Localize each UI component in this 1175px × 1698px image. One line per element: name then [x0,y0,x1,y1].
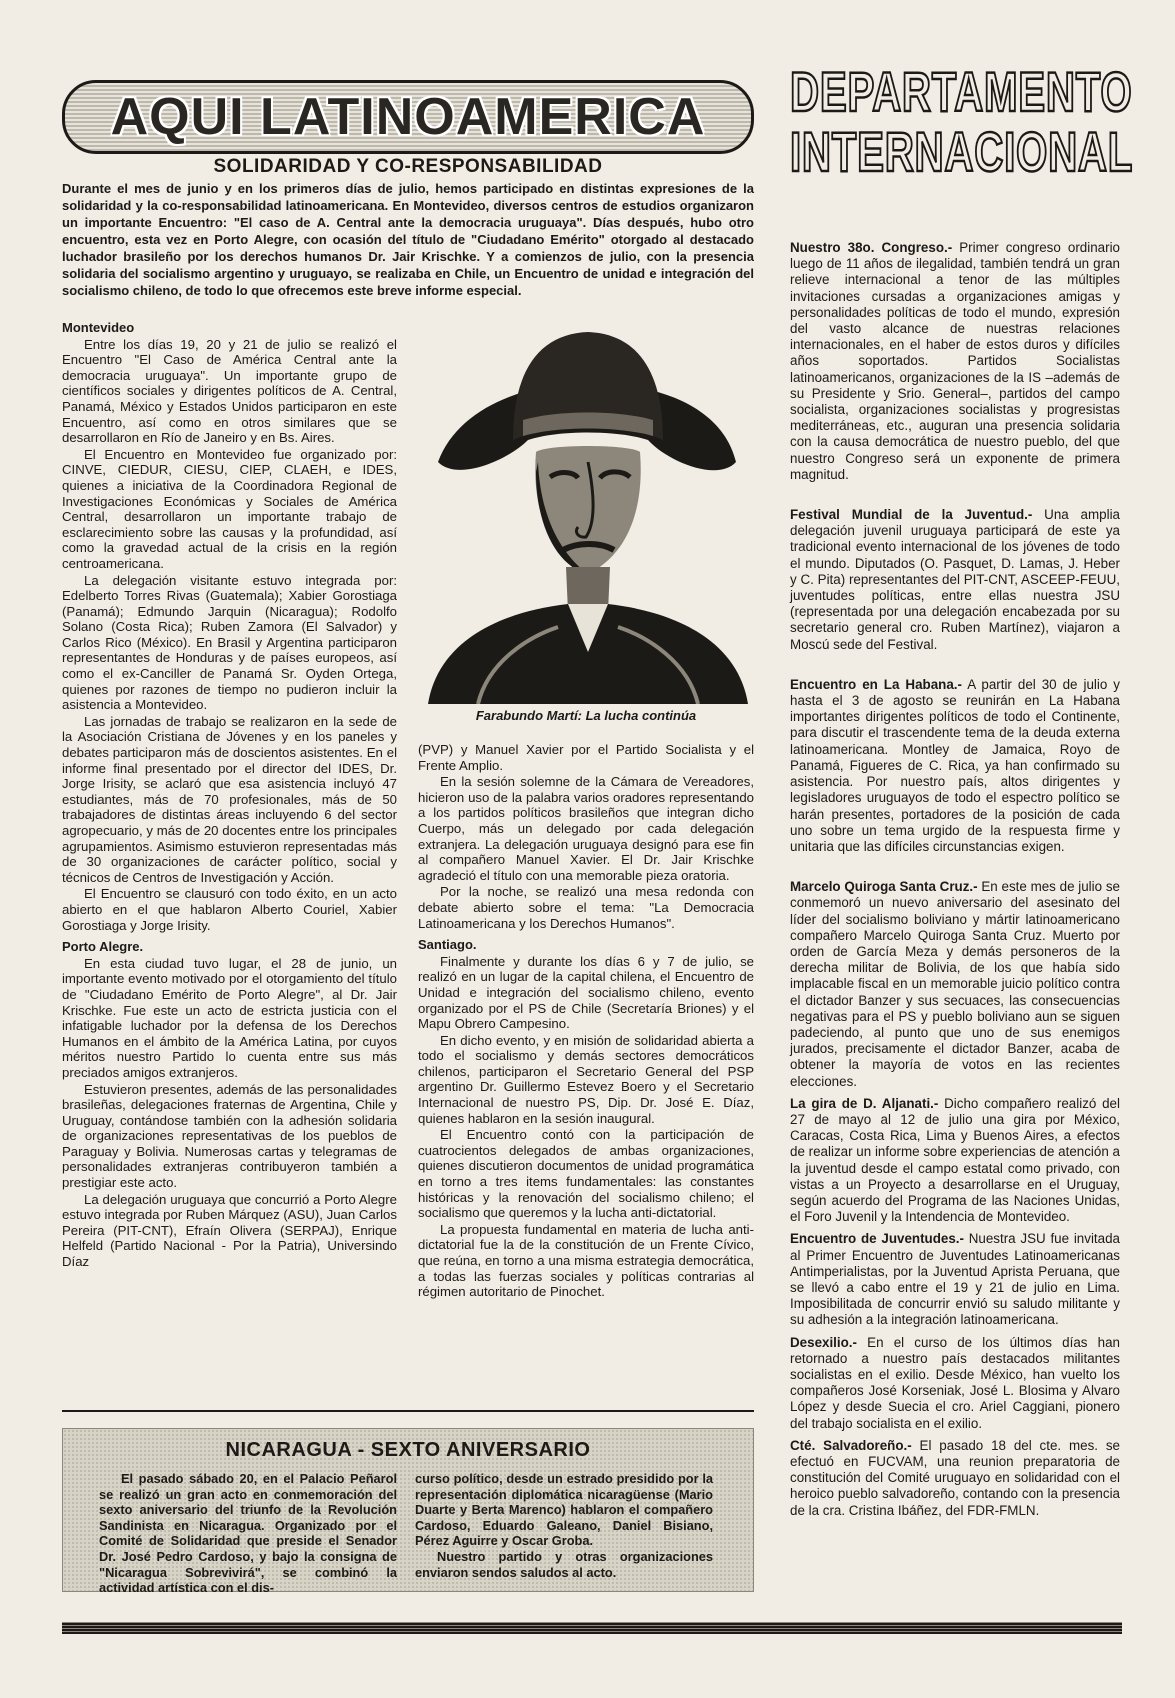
news-item-text: A partir del 30 de julio y hasta el 3 de agosto se reunirán en La Habana importantes dirigentes políticos de todo el Continente, para discutir el trascendente tema de la deuda externa latinoamericana. Montley de Jamaica, Royo de Panamá, Figueres de C. Rica, ya han confirmado su asistencia. Por nuestro país, altos dirigentes y legisladores uruguayos de todo el espectro político se harán presentes, portadores de la posición de cada uno sobre un tema urgido de la respuesta firme y unitaria que las difíciles circunstancias exigen. [790,676,1120,854]
article-paragraph: En dicho evento, y en misión de solidaridad abierta a todo el socialismo y demás sectores democráticos chilenos, participaron el Secretario General del PSP argentino Dr. Guillermo Estevez Boero y el Secretario Internacional de nuestro PS, Dip. Dr. José E. Díaz, quienes hablaron en la sesión inaugural. [418,1032,754,1126]
news-item-text: En el curso de los últimos días han retornado a nuestro país destacados militantes socialistas en el exilio. Desde México, han vuelto los compañeros José Korseniak, José L. Blosima y Alvaro López y desde Suecia el cro. Ariel Caggiani, pionero del trabajo socialista en el exilio. [790,1334,1120,1431]
dept-line-1: DEPARTAMENTO [790,60,1133,123]
intro-paragraph: Durante el mes de junio y en los primeros días de julio, hemos participado en distintas expresiones de la solidaridad y la co-responsabilidad latinoamericana. En Montevideo, diversos centros de estudios organizaron un importante Encuentro: "El caso de A. Central ante la democracia uruguaya". Días después, hubo otro encuentro, esta vez en Porto Alegre, con ocasión del título de "Ciudadano Emérito" otorgado al destacado luchador brasileño por los derechos humanos Dr. Jair Krischke. Y a comienzos de julio, con la presencia solidaria del socialismo argentino y uruguayo, se realizaba en Chile, un Encuentro de unidad e integración del socialismo chileno, de todo lo que ofrecemos este breve informe especial. [62,181,754,298]
article-paragraph: En la sesión solemne de la Cámara de Vereadores, hicieron uso de la palabra varios oradores representando a los partidos políticos brasileños que integran dicho Cuerpo, más un delegado por cada delegación extranjera. La delegación uruguaya designó para ese fin al compañero Manuel Xavier. El Dr. Jair Krischke agradeció el título con una memorable pieza oratoria. [418,774,754,883]
news-item [790,1096,1120,1226]
nicaragua-title: NICARAGUA - SEXTO ANIVERSARIO [225,1439,591,1461]
box-top-rule [62,1410,754,1412]
news-item-title: Cté. Salvadoreño.- [790,1437,912,1453]
nicaragua-box [62,1428,754,1596]
news-item-text: Una amplia delegación juvenil uruguaya participará de este ya tradicional evento internacional de los jóvenes de todo el mundo. Diputados (O. Pasquet, D. Lamas, J. Heber y C. Pita) representantes del PIT-CNT, ASCEEP-FEUU, juventudes políticas, entre ellas nuestra JSU (representada por una delegación encabezada por su secretario general cro. Ruben Martínez), viajaron a Moscú sede del Festival. [790,507,1121,652]
news-item-title: La gira de D. Aljanati.- [790,1095,939,1111]
news-item-title: Encuentro en La Habana.- [790,676,962,692]
news-item [790,507,1120,653]
article-paragraph: El Encuentro en Montevideo fue organizado por: CINVE, CIEDUR, CIESU, CIEP, CLAEH, e IDES, quienes a iniciativa de la Coordinadora Regional de Investigaciones Económicas y Sociales de América Central, desarrollaron un importante trabajo de esclarecimiento sobre las causas y la profundidad, así como la gravedad actual de la crisis en la región centroamericana. [62,446,397,571]
article-paragraph: En esta ciudad tuvo lugar, el 28 de junio, un importante evento motivado por el otorgamiento del título de "Ciudadano Emérito de Porto Alegre", al Dr. Jair Krischke. Fue este un acto de estricta justicia con el infatigable luchador por la defensa de los Derechos Humanos en el ámbito de la América Latina, por cuyos méritos nuestro Partido lo cuenta entre sus más preciados amigos extranjeros. [62,955,397,1080]
article-paragraph: El Encuentro se clausuró con todo éxito, en un acto abierto en el que hablaron Alberto Couriel, Xabier Gorostiaga y Jorge Irisity. [62,886,397,933]
column-left [62,314,397,1271]
departamento-internacional-masthead [790,60,1134,186]
column-right-departamento [790,240,1120,1525]
article-paragraph: Entre los días 19, 20 y 21 de julio se realizó el Encuentro "El Caso de América Central ante la democracia uruguaya". Un importante grupo de científicos sociales y dirigentes políticos de A. Central, Panamá, México y Estados Unidos participaron en este Encuentro, así como en otros similares que se desarrollaron en Río de Janeiro y en Bs. Aires. [62,336,397,446]
article-paragraph: Finalmente y durante los días 6 y 7 de julio, se realizó en un lugar de la capital chilena, el Encuentro de Unidad e integración del socialismo chileno, evento organizado por el PS de Chile (Secretaría Briones) y el Mapu Obrero Campesino. [418,953,754,1032]
news-item-title: Encuentro de Juventudes.- [790,1231,964,1247]
news-item [790,1335,1120,1432]
montevideo-heading: Montevideo [62,320,135,335]
section-heading: SOLIDARIDAD Y CO-RESPONSABILIDAD [213,156,603,177]
article-paragraph: Las jornadas de trabajo se realizaron en la sede de la Asociación Cristiana de Jóvenes y en los paneles y debates participaron más de doscientos asistentes. En el informe final presentado por el director del IDES, Dr. Jorge Irisity, se aclaró que esa asistencia incluyó 47 estudiantes, más de 70 profesionales, más de 50 trabajadores de distintas áreas incluyendo 6 del sector agropecuario, y más de 20 docentes entre los principales agrupamientos. Asimismo estuvieron representadas más de 30 organizaciones de carácter político, social y técnicos de Centros de Investigación y Acción. [62,713,397,885]
article-paragraph: (PVP) y Manuel Xavier por el Partido Socialista y el Frente Amplio. [418,742,754,773]
farabundo-marti-portrait [418,312,754,704]
news-item-text: Dicho compañero realizó del 27 de mayo al 12 de julio una gira por México, Caracas, Costa Rica, Lima y Buenos Aires, a efectos de realizar un informe sobre experiencias de atención a la juventud desde el campo estatal como privado, con vistas a un Proyecto a desarrollarse en el Uruguay, según acuerdo del Programa de las Naciones Unidas, el Foro Juvenil y la Intendencia de Montevideo. [790,1095,1120,1225]
dept-line-2: INTERNACIONAL [790,120,1134,183]
article-paragraph: El Encuentro contó con la participación de cuatrocientos delegados de ambas organizaciones, quienes discutieron documentos de unidad programática en torno a tres items fundamentales: las constantes históricas y la renovación del socialismo chileno; el socialismo que queremos y la lucha anti-dictatorial. [418,1127,754,1221]
article-paragraph: La delegación uruguaya que concurrió a Porto Alegre estuvo integrada por Ruben Márquez (ASU), Juan Carlos Pereira (PIT-CNT), Efraín Olivera (SERPAJ), Enrique Helfeld (Partido Nacional - Por la Patria), Universindo Díaz [62,1191,397,1270]
news-item-title: Desexilio.- [790,1334,857,1350]
news-item [790,879,1120,1090]
nicaragua-paragraph: El pasado sábado 20, en el Palacio Peñarol se realizó un gran acto en conmemoración del sexto aniversario del triunfo de la Revolución Sandinista en Nicaragua. Organizado por el Comité de Solidaridad que preside el Senador Dr. José Pedro Cardoso, y bajo la consigna de "Nicaragua Sobrevivirá", se combinó la actividad artística con el dis- [99,1471,397,1596]
nicaragua-column-right [415,1471,713,1580]
porto-alegre-heading: Porto Alegre. [62,939,144,955]
news-item-text: Nuestra JSU fue invitada al Primer Encuentro de Juventudes Latinoamericanas Antimperialistas, por la Juventud Aprista Peruana, que se llevó a cabo entre el 19 y 21 de julio en Lima. Imposibilitada de concurrir envió su saludo militante y su adhesión a la integración latinoamericana. [790,1231,1120,1328]
article-paragraph: Por la noche, se realizó una mesa redonda con debate abierto sobre el tema: "La Democracia Latinoamericana y los Derechos Humanos". [418,884,754,931]
santiago-heading: Santiago. [418,937,477,953]
news-item [790,1438,1120,1519]
nicaragua-paragraph: Nuestro partido y otras organizaciones enviaron sendos saludos al acto. [415,1548,713,1580]
news-item-title: Marcelo Quiroga Santa Cruz.- [790,879,978,895]
nicaragua-column-left [99,1471,397,1596]
portrait-illustration [418,312,754,704]
news-item-title: Festival Mundial de la Juventud.- [790,507,1033,523]
news-item-title: Nuestro 38o. Congreso.- [790,240,953,255]
news-item-text: En este mes de julio se conmemoró un nuevo aniversario del asesinato del líder del socialismo boliviano y mártir latinoamericano compañero Marcelo Quiroga Santa Cruz. Muerto por orden de García Meza y demás personeros de la derecha militar de Bolivia, de los que había sido implacable fiscal en un memorable juicio político contra el dictador Banzer y sus secuaces, las consecuencias negativas para el PS y pueblo boliviano aun se siguen padeciendo, al punto que uno de sus enemigos jurados, precisamente el dictador Banzer, acaba de obtener la mayoría de votos en las recientes elecciones. [790,879,1120,1089]
news-item-text: Primer congreso ordinario luego de 11 años de ilegalidad, también tendrá un gran relieve internacional a tenor de las múltiples invitaciones cursadas a organizaciones amigas y personalidades políticas de todo el mundo, expresión del vasto alcance de nuestras relaciones internacionales, en el haber de estos duros y difíciles años soportados. Partidos Socialistas latinoamericanos, organizaciones de la IS –además de su Presidente y Srio. General–, partidos del campo socialista, organizaciones socialistas y progresistas mediterráneas, etc., auguran una presencia solidaria con la causa democrática de nuestro pueblo, del que nuestro Congreso será un exponente de primera magnitud. [790,240,1120,482]
column-middle [418,742,754,1301]
aqui-latinoamerica-banner [62,80,754,154]
banner-title: AQUI LATINOAMERICA [110,88,706,146]
news-item [790,1231,1120,1328]
news-item [790,240,1120,483]
news-item-text: El pasado 18 del cte. mes. se efectuó en FUCVAM, una reunion preparatoria de constitución del Comité uruguayo en solidaridad con el heroico pueblo salvadoreño, contando con la presencia de la cra. Cristina Ibáñez, del FDR-FMLN. [790,1437,1120,1518]
news-item [790,677,1120,855]
article-paragraph: La propuesta fundamental en materia de lucha anti-dictatorial fue la de la constitución de un Frente Cívico, que reúna, en torno a una misma estrategia democrática, a todas las fuerzas sociales y políticas contrarias al régimen autoritario de Pinochet. [418,1221,754,1300]
article-paragraph: Estuvieron presentes, además de las personalidades brasileñas, delegaciones fraternas de Argentina, Chile y Uruguay, contándose también con la adhesión solidaria de organizaciones representativas de los pueblos de Paraguay y Bolivia. Numerosas cartas y telegramas de personalidades extranjeras contribuyeron también a prestigiar este acto. [62,1081,397,1191]
article-paragraph: La delegación visitante estuvo integrada por: Edelberto Torres Rivas (Guatemala); Xabier Gorostiaga (Panamá); Edmundo Jarquin (Nicaragua); Rodolfo Solano (Costa Rica); Ruben Zamora (El Salvador) y Carlos Rico (México). En Brasil y Argentina participaron representantes de Honduras y de países europeos, así como el ex-Canciller de Panamá Sr. Oyden Ortega, quienes por razones de tiempo no pudieron incluir la asistencia a Montevideo. [62,572,397,713]
bottom-rule [62,1622,1122,1634]
portrait-caption: Farabundo Martí: La lucha continúa [475,708,697,723]
nicaragua-paragraph: curso político, desde un estrado presidido por la representación diplomática nicaragüense (Mario Duarte y Berta Marenco) hablaron el compañero Cardoso, Eduardo Galeano, Daniel Bisiano, Pérez Aguirre y Oscar Groba. [415,1471,713,1549]
